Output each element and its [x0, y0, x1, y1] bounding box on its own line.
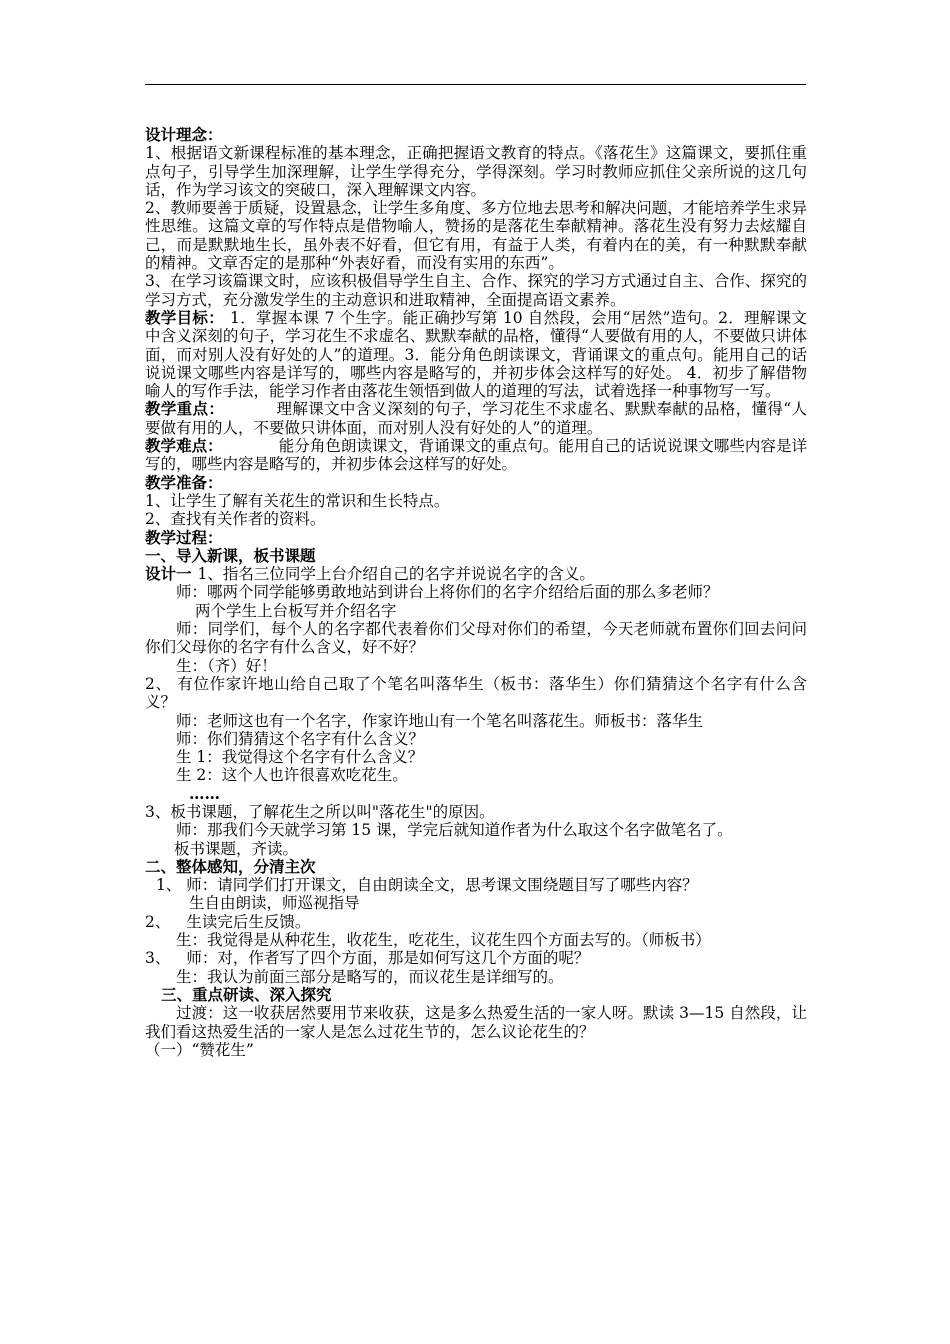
- preparation-item: 1、让学生了解有关花生的常识和生长特点。: [145, 491, 450, 510]
- preparation-item: 2、查找有关作者的资料。: [145, 510, 326, 529]
- document-body: [145, 126, 807, 1059]
- design-concept-heading: 设计理念：: [145, 125, 223, 144]
- header-rule: [145, 84, 806, 85]
- dialogue-line: 生：（齐）好！: [176, 656, 277, 675]
- dialogue-line: 3、板书课题，了解花生之所以叫"落花生"的原因。: [145, 802, 495, 821]
- part2-heading: 二、整体感知，分清主次: [145, 856, 316, 876]
- key-points-text: 理解课文中含义深刻的句子，学习花生不求虚名、默默奉献的品格，懂得“人要做有用的人，不要做只讲体面，而对别人没有好处的人”的道理。: [145, 400, 807, 437]
- dialogue-line: 生：我觉得是从种花生，收花生，吃花生，议花生四个方面去写的。（师板书）: [176, 931, 711, 950]
- teaching-objectives: [145, 309, 807, 400]
- teaching-objectives-text: 1．掌握本课 7 个生字。能正确抄写第 10 自然段，会用“居然”造句。2．理解课文中含义深刻的句子，学习花生不求虚名、默默奉献的品格，懂得“人要做有用的人，不要做只讲体面，而对别人没有好处的人”的道理。3．能分角色朗读课文，背诵课文的重点句。能用自己的话说说课文哪些内容是详写的，哪些内容是略写的，并初步体会这样写的好处。 4．初步了解借物喻人的写作手法，能学习作者由落花生领悟到做人的道理的写法，试着选择一种事物写一写。: [145, 308, 807, 401]
- dialogue-line: 过渡：这一收获居然要用节来收获，这是多么热爱生活的一家人呀。默读 3—15 自然段，让我们看这热爱生活的一家人是怎么过花生节的，怎么议论花生的？: [145, 1004, 807, 1041]
- dialogue-line: 师：哪两个同学能够勇敢地站到讲台上将你们的名字介绍给后面的那么多老师？: [176, 583, 719, 602]
- key-points-label: 教学重点：: [145, 399, 225, 419]
- process-heading: 教学过程：: [145, 527, 223, 547]
- design-one-text: 1、指名三位同学上台介绍自己的名字并说说名字的含义。: [197, 565, 595, 584]
- design-one-label: 设计一: [145, 564, 192, 584]
- dialogue-line: 师：那我们今天就学习第 15 课，学完后就知道作者为什么取这个名字做笔名了。: [176, 821, 733, 840]
- difficulties-text: 能分角色朗读课文，背诵课文的重点句。能用自己的话说说课文哪些内容是详写的，哪些内容是略写的，并初步体会这样写的好处。: [145, 437, 807, 474]
- design-concept-paragraph-2: 2、教师要善于质疑，设置悬念，让学生多角度、多方位地去思考和解决问题，才能培养学生求异性思维。这篇文章的写作特点是借物喻人，赞扬的是落花生奉献精神。落花生没有努力去炫耀自己，而是默默地生长，虽外表不好看，但它有用，有益于人类，有着内在的美，有一种默默奉献的精神。文章否定的是那种“外表好看，而没有实用的东西”。: [145, 199, 807, 273]
- difficulties: [145, 437, 807, 474]
- dialogue-line: [145, 949, 807, 967]
- part3-heading: 三、重点研读、深入探究: [161, 984, 332, 1004]
- dialogue-line: （一）“赞花生”: [145, 1040, 254, 1059]
- list-number: 3、: [145, 949, 171, 968]
- list-number: 2、: [145, 912, 171, 931]
- dialogue-line: 师：同学们，每个人的名字都代表着你们父母对你们的希望，今天老师就布置你们回去问问你们父母你的名字有什么含义，好不好？: [145, 620, 807, 657]
- dialogue-line: 师：你们猜猜这个名字有什么含义？: [176, 729, 425, 748]
- design-one: [145, 565, 807, 583]
- dialogue-line: 两个学生上台板写并介绍名字: [195, 601, 397, 620]
- dialogue-line: [145, 913, 807, 931]
- list-text: 生读完后生反馈。: [186, 912, 311, 931]
- design-concept-paragraph-1: 1、根据语文新课程标准的基本理念，正确把握语文教育的特点。《落花生》这篇课文，要抓住重点句子，引导学生加深理解，让学生学得充分，学得深刻。学习时教师应抓住父亲所说的这几句话，作为学习该文的突破口，深入理解课文内容。: [145, 144, 807, 199]
- preparation-heading: 教学准备：: [145, 472, 223, 492]
- dialogue-line: 生 2：这个人也许很喜欢吃花生。: [176, 766, 408, 785]
- dialogue-line: 生自由朗读，师巡视指导: [189, 894, 360, 913]
- dialogue-line: 师：老师这也有一个名字，作家许地山有一个笔名叫落花生。师板书：落华生: [176, 711, 704, 730]
- design-concept-paragraph-3: 3、在学习该篇课文时，应该积极倡导学生自主、合作、探究的学习方式通过自主、合作、探究的学习方式，充分激发学生的主动意识和进取精神，全面提高语文素养。: [145, 272, 807, 309]
- list-text: 师：对，作者写了四个方面，那是如何写这几个方面的呢？: [186, 949, 590, 968]
- dialogue-line: 1、 师：请同学们打开课文，自由朗读全文，思考课文围绕题目写了哪些内容？: [156, 876, 698, 895]
- dialogue-line: 2、 有位作家许地山给自己取了个笔名叫落华生（板书：落华生）你们猜猜这个名字有什么含义？: [145, 674, 807, 712]
- difficulties-label: 教学难点：: [145, 436, 223, 456]
- ellipsis-line: ……: [189, 783, 220, 803]
- dialogue-line: 生：我认为前面三部分是略写的，而议花生是详细写的。: [176, 967, 564, 986]
- part1-heading: 一、导入新课，板书课题: [145, 545, 316, 565]
- dialogue-line: 板书课题，齐读。: [174, 839, 299, 858]
- key-points: [145, 400, 807, 437]
- dialogue-line: 生 1：我觉得这个名字有什么含义？: [176, 748, 424, 767]
- teaching-objectives-label: 教学目标：: [145, 307, 225, 327]
